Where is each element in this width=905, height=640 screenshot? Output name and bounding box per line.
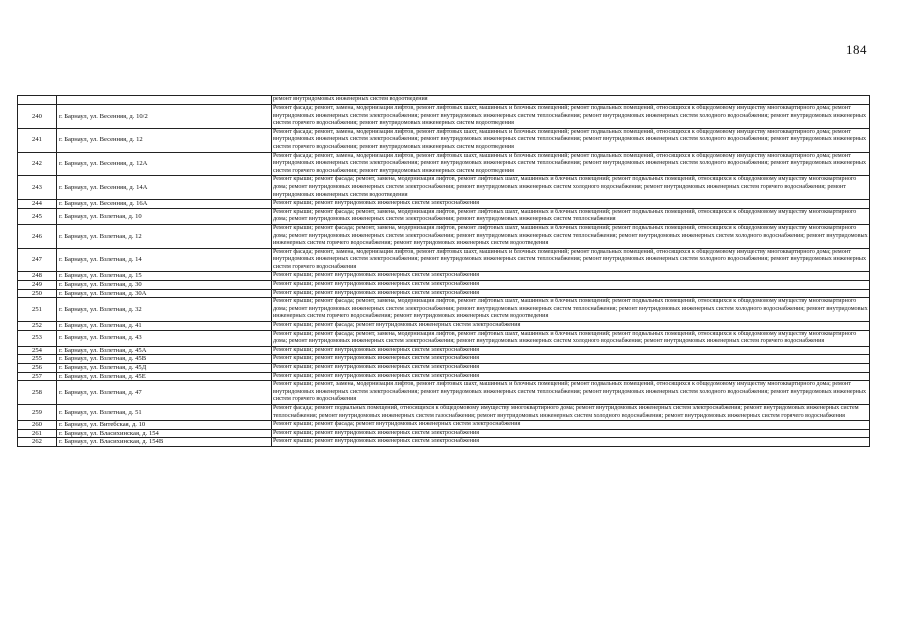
row-number-cell: 254 bbox=[18, 346, 57, 355]
row-address-cell: г. Барнаул, ул. Взлетная, д. 10 bbox=[57, 208, 272, 224]
table-row bbox=[18, 208, 870, 224]
table-row bbox=[18, 322, 870, 331]
row-address-cell: г. Барнаул, ул. Взлетная, д. 30А bbox=[57, 289, 272, 298]
table-row bbox=[18, 272, 870, 281]
row-number-cell: 260 bbox=[18, 421, 57, 430]
row-work-cell: Ремонт крыши; ремонт внутридомовых инженерных систем электроснабжения bbox=[272, 272, 870, 281]
table-row-continuation bbox=[18, 96, 870, 105]
table-row bbox=[18, 355, 870, 364]
row-address-cell: г. Барнаул, ул. Взлетная, д. 45Е bbox=[57, 372, 272, 381]
row-work-cell: Ремонт крыши; ремонт, замена, модернизация лифтов, ремонт лифтовых шахт, машинных и блочных помещений; ремонт подвальных помещений, относящихся к общедомовому имуществу многоквартирного дома; ремонт внутридомовых инженерных систем электроснабжения; ремонт внутридомовых инженерных систем теплоснабжения; ремонт внутридомовых инженерных систем холодного водоснабжения; ремонт внутридомовых инженерных систем горячего водоснабжения bbox=[272, 381, 870, 405]
row-address-cell: г. Барнаул, ул. Взлетная, д. 51 bbox=[57, 404, 272, 420]
row-number-cell: 250 bbox=[18, 289, 57, 298]
table-row bbox=[18, 404, 870, 420]
table-row bbox=[18, 298, 870, 322]
row-number-cell: 251 bbox=[18, 298, 57, 322]
row-work-cell: Ремонт крыши; ремонт внутридомовых инженерных систем электроснабжения bbox=[272, 281, 870, 290]
row-number-cell: 252 bbox=[18, 322, 57, 331]
row-work-cell: Ремонт крыши; ремонт фасада; ремонт, замена, модернизация лифтов, ремонт лифтовых шахт, машинных и блочных помещений; ремонт подвальных помещений, относящихся к общедомовому имуществу многоквартирного дома; ремонт внутридомовых инженерных систем электроснабжения; ремонт внутридомовых инженерных систем холодного водоснабжения; ремонт внутридомовых инженерных систем горячего водоснабжения; ремонт внутридомовых инженерных систем водоотведения bbox=[272, 176, 870, 200]
row-work-cell: Ремонт фасада; ремонт, замена, модернизация лифтов, ремонт лифтовых шахт, машинных и блочных помещений; ремонт подвальных помещений, относящихся к общедомовому имуществу многоквартирного дома; ремонт внутридомовых инженерных систем электроснабжения; ремонт внутридомовых инженерных систем теплоснабжения; ремонт внутридомовых инженерных систем холодного водоснабжения; ремонт внутридомовых инженерных систем горячего водоснабжения; ремонт внутридомовых инженерных систем водоотведения bbox=[272, 152, 870, 176]
row-number-cell: 248 bbox=[18, 272, 57, 281]
row-work-cell: Ремонт фасада; ремонт, замена, модернизация лифтов, ремонт лифтовых шахт, машинных и блочных помещений; ремонт подвальных помещений, относящихся к общедомовому имуществу многоквартирного дома; ремонт внутридомовых инженерных систем электроснабжения; ремонт внутридомовых инженерных систем теплоснабжения; ремонт внутридомовых инженерных систем холодного водоснабжения; ремонт внутридомовых инженерных систем горячего водоснабжения bbox=[272, 248, 870, 272]
row-address-cell: г. Барнаул, ул. Витебская, д. 10 bbox=[57, 421, 272, 430]
row-address-cell: г. Барнаул, ул. Взлетная, д. 47 bbox=[57, 381, 272, 405]
row-work-cell: Ремонт фасада; ремонт, замена, модернизация лифтов, ремонт лифтовых шахт, машинных и блочных помещений; ремонт подвальных помещений, относящихся к общедомовому имуществу многоквартирного дома; ремонт внутридомовых инженерных систем электроснабжения; ремонт внутридомовых инженерных систем теплоснабжения; ремонт внутридомовых инженерных систем холодного водоснабжения; ремонт внутридомовых инженерных систем горячего водоснабжения; ремонт внутридомовых инженерных систем водоотведения bbox=[272, 128, 870, 152]
table-row bbox=[18, 330, 870, 346]
row-work-cell: Ремонт крыши; ремонт внутридомовых инженерных систем электроснабжения bbox=[272, 346, 870, 355]
row-number-cell: 258 bbox=[18, 381, 57, 405]
row-work-cell: Ремонт крыши; ремонт внутридомовых инженерных систем электроснабжения bbox=[272, 355, 870, 364]
row-number-cell: 255 bbox=[18, 355, 57, 364]
row-address-cell: г. Барнаул, ул. Власихинская, д. 154В bbox=[57, 438, 272, 447]
row-address-cell: г. Барнаул, ул. Взлетная, д. 15 bbox=[57, 272, 272, 281]
row-number-cell: 243 bbox=[18, 176, 57, 200]
row-address-cell: г. Барнаул, ул. Весенняя, д. 10/2 bbox=[57, 105, 272, 129]
row-work-cell: Ремонт крыши; ремонт внутридомовых инженерных систем электроснабжения bbox=[272, 200, 870, 209]
row-number-cell: 259 bbox=[18, 404, 57, 420]
table-row bbox=[18, 438, 870, 447]
row-address-cell: г. Барнаул, ул. Взлетная, д. 41 bbox=[57, 322, 272, 331]
table-row bbox=[18, 128, 870, 152]
row-address-cell: г. Барнаул, ул. Власихинская, д. 154 bbox=[57, 429, 272, 438]
row-number-cell: 261 bbox=[18, 429, 57, 438]
repair-table bbox=[17, 95, 870, 447]
row-address-cell: г. Барнаул, ул. Взлетная, д. 45А bbox=[57, 346, 272, 355]
row-work-cell: Ремонт фасада; ремонт подвальных помещений, относящихся к общедомовому имуществу многоквартирного дома; ремонт внутридомовых инженерных систем электроснабжения; ремонт внутридомовых инженерных систем теплоснабжения; ремонт внутридомовых инженерных систем газоснабжения; ремонт внутридомовых инженерных систем холодного водоснабжения; ремонт внутридомовых инженерных систем горячего водоснабжения bbox=[272, 404, 870, 420]
row-number-cell: 257 bbox=[18, 372, 57, 381]
table-row bbox=[18, 429, 870, 438]
table-row bbox=[18, 152, 870, 176]
row-work-cell: Ремонт крыши; ремонт внутридомовых инженерных систем электроснабжения bbox=[272, 429, 870, 438]
row-address-cell: г. Барнаул, ул. Взлетная, д. 43 bbox=[57, 330, 272, 346]
table-row bbox=[18, 372, 870, 381]
table-row bbox=[18, 105, 870, 129]
row-number-cell: 245 bbox=[18, 208, 57, 224]
row-work-cell: Ремонт крыши; ремонт внутридомовых инженерных систем электроснабжения bbox=[272, 438, 870, 447]
row-address-cell: г. Барнаул, ул. Взлетная, д. 32 bbox=[57, 298, 272, 322]
row-number-cell: 256 bbox=[18, 364, 57, 373]
row-work-cell: Ремонт фасада; ремонт, замена, модернизация лифтов, ремонт лифтовых шахт, машинных и блочных помещений; ремонт подвальных помещений, относящихся к общедомовому имуществу многоквартирного дома; ремонт внутридомовых инженерных систем электроснабжения; ремонт внутридомовых инженерных систем теплоснабжения; ремонт внутридомовых инженерных систем холодного водоснабжения; ремонт внутридомовых инженерных систем горячего водоснабжения; ремонт внутридомовых инженерных систем водоотведения bbox=[272, 105, 870, 129]
repair-table-container bbox=[17, 95, 870, 447]
row-work-cell: Ремонт крыши; ремонт фасада; ремонт, замена, модернизация лифтов, ремонт лифтовых шахт, машинных и блочных помещений; ремонт подвальных помещений, относящихся к общедомовому имуществу многоквартирного дома; ремонт внутридомовых инженерных систем электроснабжения; ремонт внутридомовых инженерных систем теплоснабжения; ремонт внутридомовых инженерных систем холодного водоснабжения; ремонт внутридомовых инженерных систем горячего водоснабжения; ремонт внутридомовых инженерных систем водоотведения bbox=[272, 224, 870, 248]
row-address-cell: г. Барнаул, ул. Весенняя, д. 12 bbox=[57, 128, 272, 152]
row-address-cell: г. Барнаул, ул. Взлетная, д. 30 bbox=[57, 281, 272, 290]
row-number-cell: 253 bbox=[18, 330, 57, 346]
table-row bbox=[18, 346, 870, 355]
row-work-cell: Ремонт крыши; ремонт внутридомовых инженерных систем электроснабжения bbox=[272, 372, 870, 381]
table-row bbox=[18, 289, 870, 298]
row-address-cell: г. Барнаул, ул. Весенняя, д. 16А bbox=[57, 200, 272, 209]
table-row bbox=[18, 224, 870, 248]
row-address-cell: г. Барнаул, ул. Весенняя, д. 12А bbox=[57, 152, 272, 176]
row-work-cell: Ремонт крыши; ремонт фасада; ремонт внутридомовых инженерных систем электроснабжения bbox=[272, 421, 870, 430]
repair-table-body bbox=[18, 96, 870, 447]
table-row bbox=[18, 421, 870, 430]
row-work-cell: Ремонт крыши; ремонт фасада; ремонт, замена, модернизация лифтов, ремонт лифтовых шахт, машинных и блочных помещений; ремонт подвальных помещений, относящихся к общедомовому имуществу многоквартирного дома; ремонт внутридомовых инженерных систем электроснабжения; ремонт внутридомовых инженерных систем теплоснабжения bbox=[272, 208, 870, 224]
row-address-cell: г. Барнаул, ул. Взлетная, д. 14 bbox=[57, 248, 272, 272]
row-work-cell: Ремонт крыши; ремонт внутридомовых инженерных систем электроснабжения bbox=[272, 289, 870, 298]
row-address-cell: г. Барнаул, ул. Взлетная, д. 45Д bbox=[57, 364, 272, 373]
row-work-cell: Ремонт крыши; ремонт внутридомовых инженерных систем электроснабжения bbox=[272, 364, 870, 373]
row-address-cell: г. Барнаул, ул. Взлетная, д. 45В bbox=[57, 355, 272, 364]
row-number-cell: 242 bbox=[18, 152, 57, 176]
row-number-cell: 244 bbox=[18, 200, 57, 209]
row-work-cell: ремонт внутридомовых инженерных систем водоотведения bbox=[272, 96, 870, 105]
table-row bbox=[18, 381, 870, 405]
table-row bbox=[18, 200, 870, 209]
table-row bbox=[18, 281, 870, 290]
row-number-cell: 247 bbox=[18, 248, 57, 272]
row-number-cell: 249 bbox=[18, 281, 57, 290]
table-row bbox=[18, 364, 870, 373]
row-number-cell: 262 bbox=[18, 438, 57, 447]
row-number-cell: 246 bbox=[18, 224, 57, 248]
table-row bbox=[18, 248, 870, 272]
row-number-cell bbox=[18, 96, 57, 105]
row-work-cell: Ремонт крыши; ремонт фасада; ремонт, замена, модернизация лифтов, ремонт лифтовых шахт, машинных и блочных помещений; ремонт подвальных помещений, относящихся к общедомовому имуществу многоквартирного дома; ремонт внутридомовых инженерных систем электроснабжения; ремонт внутридомовых инженерных систем теплоснабжения; ремонт внутридомовых инженерных систем холодного водоснабжения; ремонт внутридомовых инженерных систем горячего водоснабжения; ремонт внутридомовых инженерных систем водоотведения bbox=[272, 298, 870, 322]
row-number-cell: 241 bbox=[18, 128, 57, 152]
row-address-cell: г. Барнаул, ул. Взлетная, д. 12 bbox=[57, 224, 272, 248]
row-number-cell: 240 bbox=[18, 105, 57, 129]
row-address-cell: г. Барнаул, ул. Весенняя, д. 14А bbox=[57, 176, 272, 200]
table-row bbox=[18, 176, 870, 200]
row-work-cell: Ремонт крыши; ремонт фасада; ремонт, замена, модернизация лифтов, ремонт лифтовых шахт, машинных и блочных помещений; ремонт подвальных помещений, относящихся к общедомовому имуществу многоквартирного дома; ремонт внутридомовых инженерных систем электроснабжения; ремонт внутридомовых инженерных систем холодного водоснабжения; ремонт внутридомовых инженерных систем горячего водоснабжения bbox=[272, 330, 870, 346]
page-number: 184 bbox=[846, 42, 867, 57]
row-work-cell: Ремонт крыши; ремонт фасада; ремонт внутридомовых инженерных систем электроснабжения bbox=[272, 322, 870, 331]
row-address-cell bbox=[57, 96, 272, 105]
